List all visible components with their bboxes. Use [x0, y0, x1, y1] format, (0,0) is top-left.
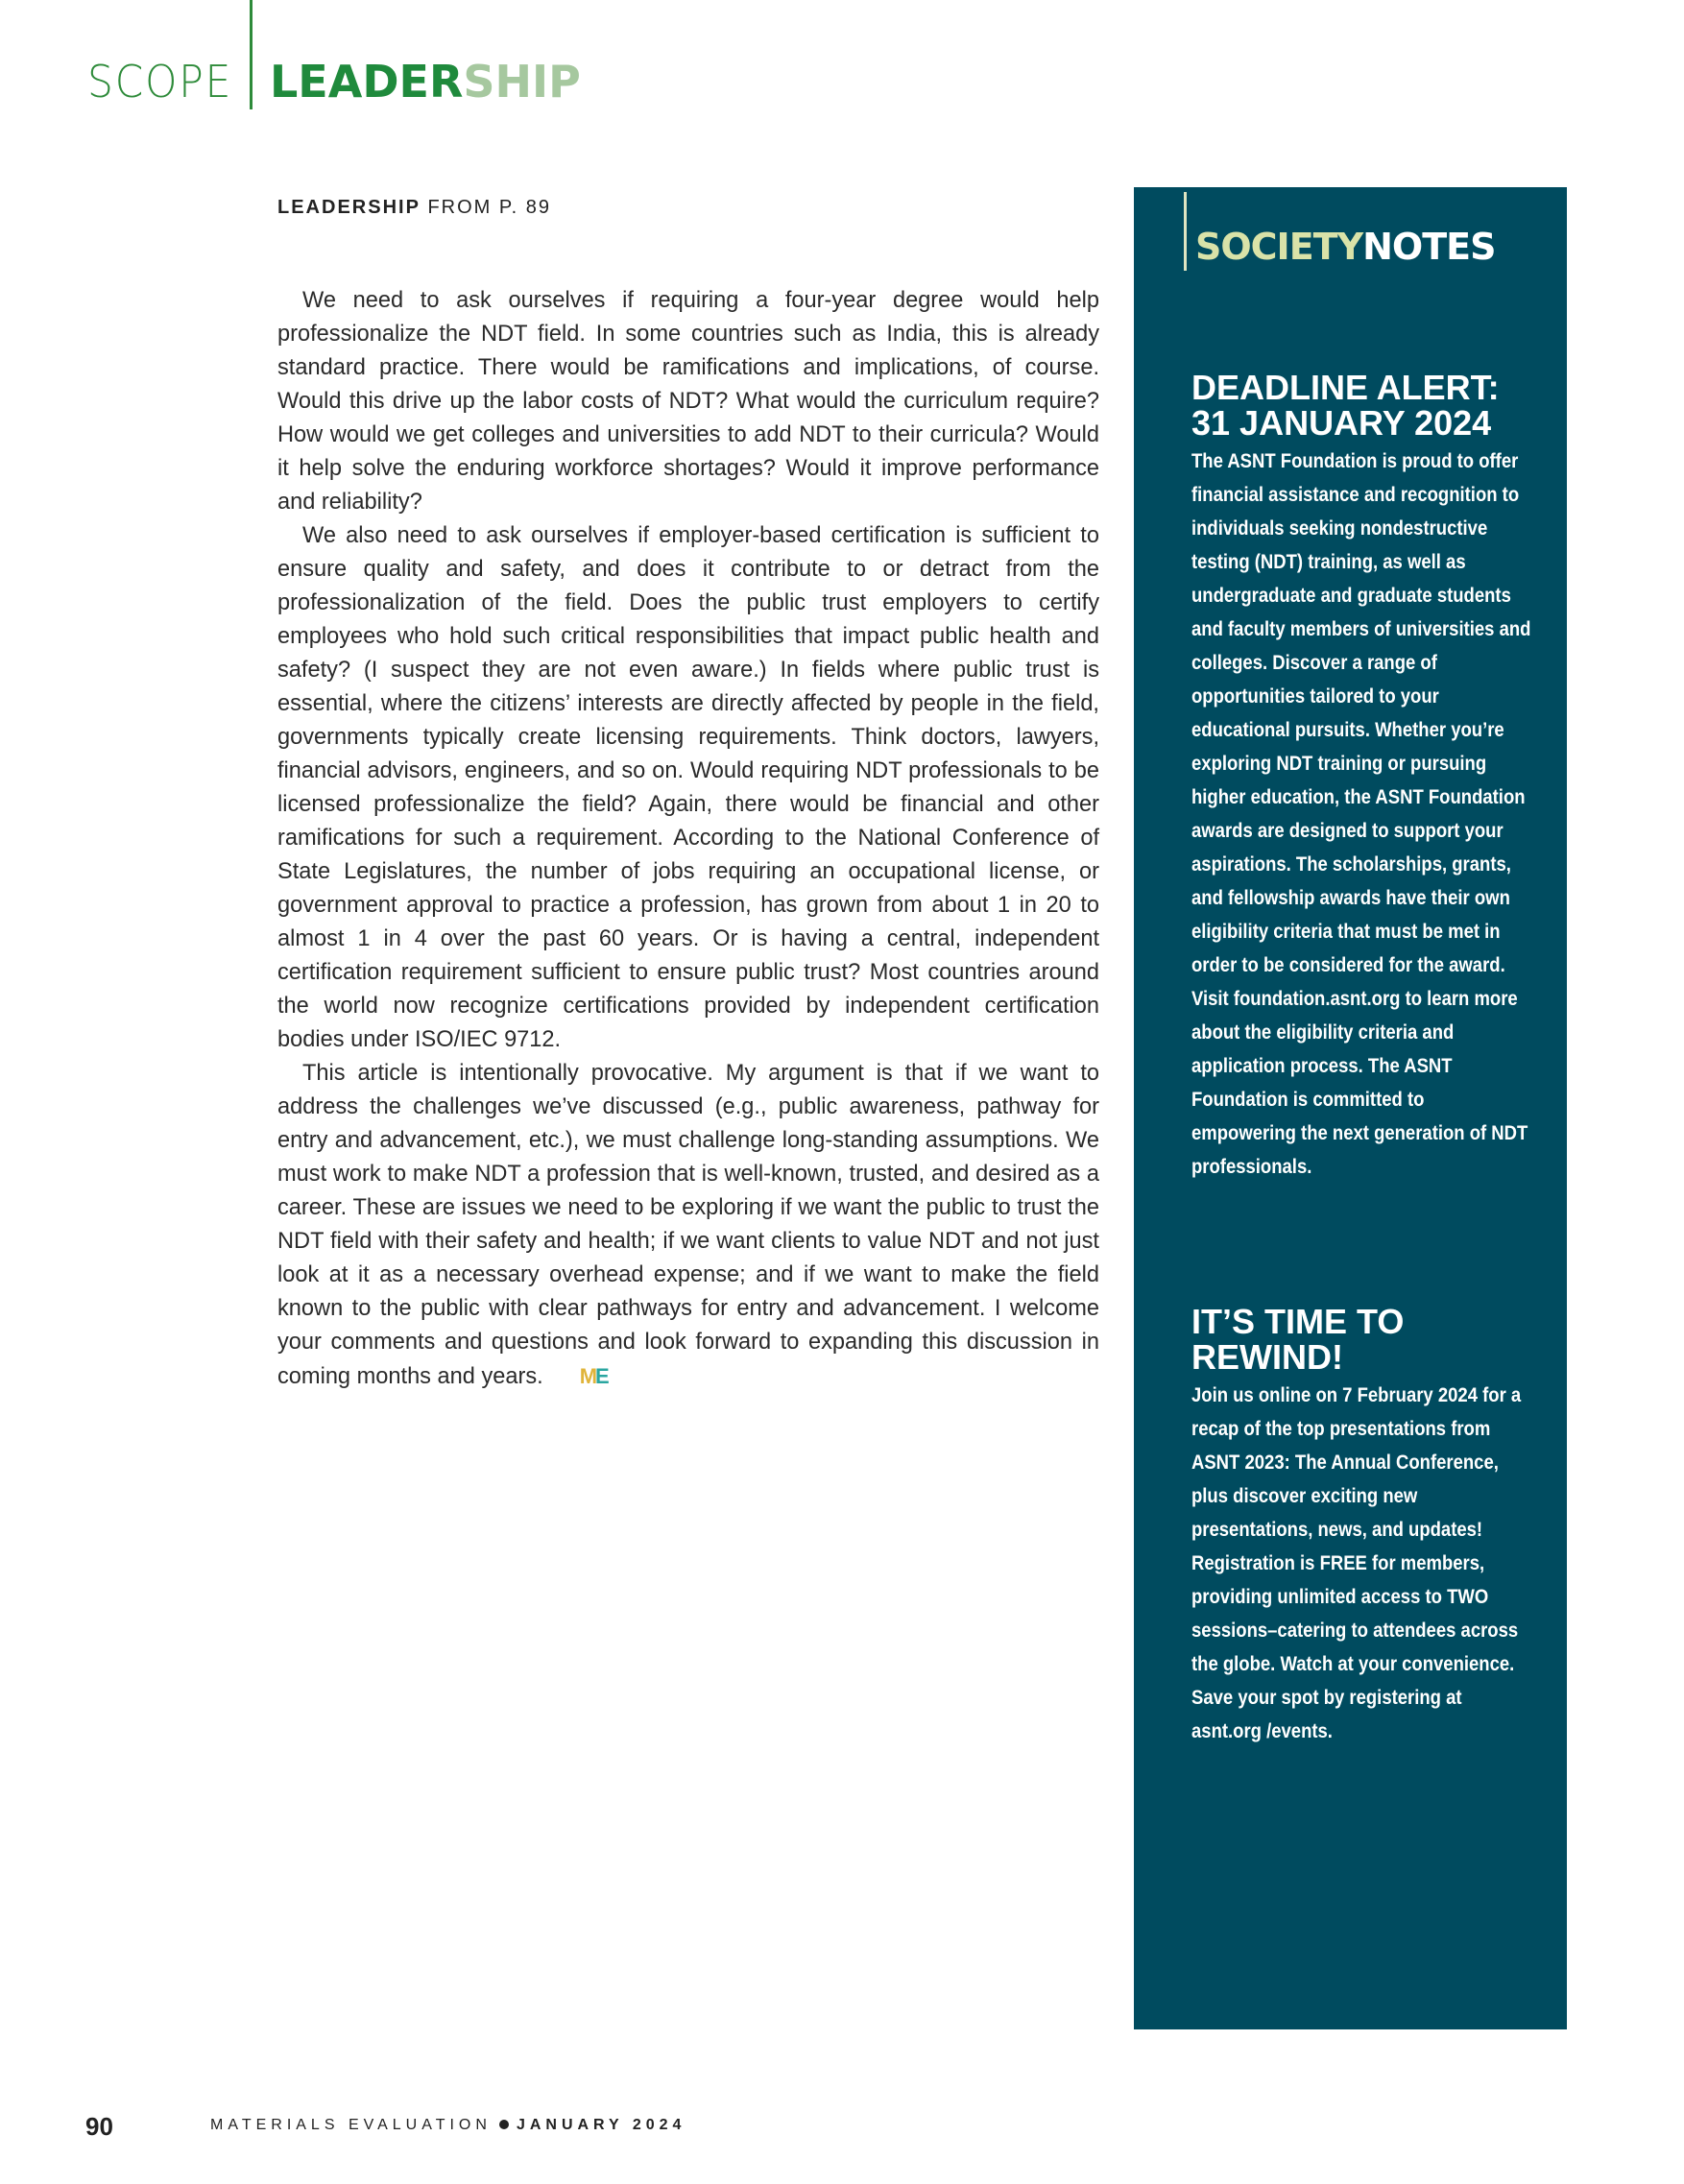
- section-title: [270, 56, 581, 108]
- continuation-label: LEADERSHIP: [277, 197, 421, 218]
- publication-name: MATERIALS EVALUATION: [210, 2117, 492, 2133]
- sidebar-title-society: SOCIETY: [1195, 226, 1363, 268]
- continuation-from: FROM P. 89: [427, 197, 552, 218]
- end-mark-e: E: [595, 1364, 610, 1388]
- footer-publication: [210, 2117, 686, 2134]
- article-paragraph-3: [277, 1057, 1099, 1394]
- sidebar-title-notes: NOTES: [1362, 226, 1496, 268]
- bullet-separator: [499, 2120, 509, 2129]
- scope-label: SCOPE: [87, 56, 233, 108]
- article-paragraph-1: We need to ask ourselves if requiring a four-year degree would help professionalize the NDT field. In some countries such as India, this is already standard practice. There would be ramifications and implications, of course. Would this drive up the labor costs of NDT? What would the curriculum require? How would we get colleges and universities to add NDT to their curricula? Would it help solve the enduring workforce shortages? Would it improve performance and reliability?: [277, 288, 1099, 515]
- note-time-to-rewind: [1191, 1304, 1532, 1748]
- article-paragraph-2: We also need to ask ourselves if employer-based certification is sufficient to ensure quality and safety, and does it contribute to or detract from the professionalization of the field. Does the public trust employers to certify employees who hold such critical responsibilities that impact public health and safety? (I suspect they are not even aware.) In fields where public trust is essential, where the citizens’ interests are directly affected by people in the field, governments typically create licensing requirements. Think doctors, lawyers, financial advisors, engineers, and so on. Would requiring NDT professionals to be licensed professionalize the field? Again, there would be financial and other ramifications for such a requirement. According to the National Conference of State Legislatures, the number of jobs requiring an occupational license, or government approval to practice a profession, has grown from about 1 in 20 to almost 1 in 4 over the past 60 years. Or is having a central, independent certification requirement sufficient to ensure public trust? Most countries around the world now recognize certifications provided by independent certification bodies under ISO/IEC 9712.: [277, 523, 1099, 1052]
- note-body: Join us online on 7 February 2024 for a recap of the top presentations from ASNT 2023: The Annual Conference, plus discover exciting new presentations, news, and updates! Registration is FREE for members, providing unlimited access to TWO sessions–catering to attendees across the globe. Watch at your convenience. Save your spot by registering at asnt.org /events.: [1191, 1383, 1522, 1742]
- header-divider: [250, 0, 253, 109]
- note-heading: DEADLINE ALERT: 31 JANUARY 2024: [1191, 368, 1500, 443]
- note-body: The ASNT Foundation is proud to offer financial assistance and recognition to individuals seeking nondestructive testing (NDT) training, as well as undergraduate and graduate students and faculty members of universities and colleges. Discover a range of opportunities tailored to your educational pursuits. Whether you’re exploring NDT training or pursuing higher education, the ASNT Foundation awards are designed to support your aspirations. The scholarships, grants, and fellowship awards have their own eligibility criteria that must be met in order to be considered for the award. Visit foundation.asnt.org to learn more about the eligibility criteria and application process. The ASNT Foundation is committed to empowering the next generation of NDT professionals.: [1191, 449, 1531, 1178]
- page-number: 90: [85, 2112, 113, 2141]
- note-deadline-alert: [1191, 370, 1532, 1184]
- continuation-line: [277, 197, 551, 219]
- article-paragraph-3-text: This article is intentionally provocative. My argument is that if we want to address the challenges we’ve discussed (e.g., public awareness, pathway for entry and advancement, etc.), we must challenge long-standing assumptions. We must work to make NDT a profession that is well-known, trusted, and desired as a career. These are issues we need to be exploring if we want the public to trust the NDT field with their safety and health; if we want clients to value NDT and not just look at it as a necessary overhead expense; and if we want to make the field known to the public with clear pathways for entry and advancement. I welcome your comments and questions and look forward to expanding this discussion in coming months and years.: [277, 1061, 1099, 1389]
- sidebar-divider: [1184, 192, 1187, 271]
- society-notes-sidebar: [1134, 187, 1567, 2029]
- note-heading: IT’S TIME TO REWIND!: [1191, 1302, 1405, 1377]
- article-body: [277, 284, 1099, 1394]
- sidebar-title: [1195, 226, 1495, 268]
- end-mark-logo: [555, 1359, 610, 1394]
- issue-date: JANUARY 2024: [516, 2117, 686, 2133]
- section-title-light: SHIP: [463, 56, 581, 108]
- end-mark-m: M: [579, 1364, 596, 1388]
- section-title-bold: LEADER: [270, 56, 464, 108]
